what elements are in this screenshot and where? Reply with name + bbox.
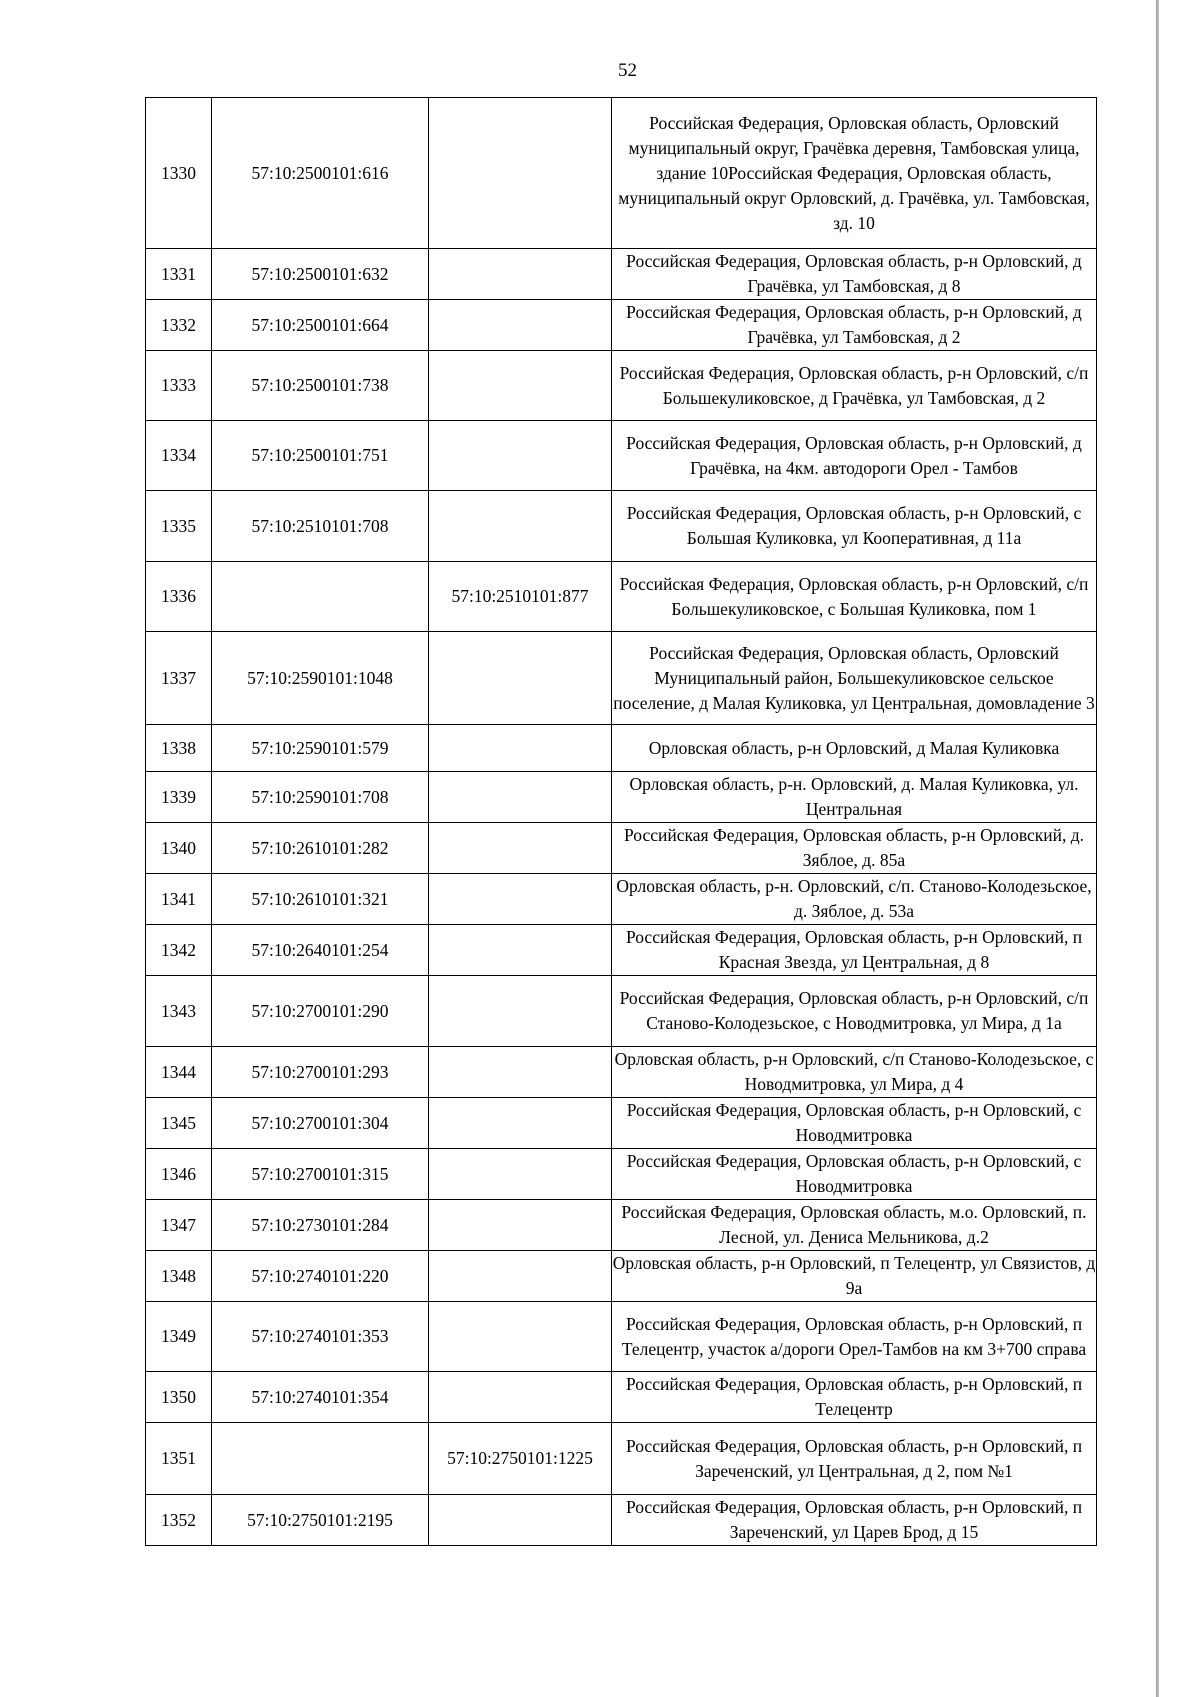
table-row [146,351,1097,421]
cadastral-number-cell: 57:10:2590101:1048 [212,632,429,725]
row-number-cell: 1335 [146,491,212,562]
row-number-cell: 1344 [146,1047,212,1098]
address-cell: Российская Федерация, Орловская область, р-н Орловский, д. Зяблое, д. 85а [612,823,1097,874]
row-number-cell: 1332 [146,300,212,351]
table-body [146,98,1097,1546]
row-number-cell: 1347 [146,1200,212,1251]
cadastral-number-cell: 57:10:2700101:293 [212,1047,429,1098]
building-cadastral-number-cell [429,491,612,562]
row-number-cell: 1352 [146,1495,212,1546]
table-row [146,1098,1097,1149]
address-cell: Российская Федерация, Орловская область, Орловский муниципальный округ, Грачёвка деревня, Тамбовская улица, здание 10Российская Федерация, Орловская область, муниципальный округ Орловский, д. Грачёвка, ул. Тамбовская, зд. 10 [612,98,1097,249]
address-cell: Российская Федерация, Орловская область, р-н Орловский, с/п Большекуликовское, с Большая Куликовка, пом 1 [612,562,1097,632]
table-row [146,1495,1097,1546]
cadastral-number-cell: 57:10:2730101:284 [212,1200,429,1251]
row-number-cell: 1339 [146,772,212,823]
building-cadastral-number-cell [429,1495,612,1546]
row-number-cell: 1340 [146,823,212,874]
cadastral-number-cell: 57:10:2700101:304 [212,1098,429,1149]
cadastral-number-cell: 57:10:2510101:708 [212,491,429,562]
building-cadastral-number-cell [429,1149,612,1200]
table-row [146,1302,1097,1372]
building-cadastral-number-cell [429,1047,612,1098]
row-number-cell: 1337 [146,632,212,725]
building-cadastral-number-cell [429,632,612,725]
address-cell: Российская Федерация, Орловская область, р-н Орловский, д Грачёвка, ул Тамбовская, д 8 [612,249,1097,300]
table-row [146,562,1097,632]
table-row [146,925,1097,976]
table-row [146,1200,1097,1251]
table-row [146,725,1097,772]
row-number-cell: 1348 [146,1251,212,1302]
address-cell: Орловская область, р-н Орловский, д Малая Куликовка [612,725,1097,772]
address-cell: Российская Федерация, Орловская область, м.о. Орловский, п. Лесной, ул. Дениса Мельникова, д.2 [612,1200,1097,1251]
building-cadastral-number-cell [429,925,612,976]
cadastral-number-cell: 57:10:2750101:2195 [212,1495,429,1546]
building-cadastral-number-cell: 57:10:2750101:1225 [429,1423,612,1495]
address-cell: Российская Федерация, Орловская область, р-н Орловский, с Новодмитровка [612,1149,1097,1200]
building-cadastral-number-cell [429,1302,612,1372]
row-number-cell: 1342 [146,925,212,976]
address-cell: Российская Федерация, Орловская область, Орловский Муниципальный район, Большекуликовское сельское поселение, д Малая Куликовка, ул Центральная, домовладение 3 [612,632,1097,725]
cadastral-number-cell: 57:10:2610101:282 [212,823,429,874]
building-cadastral-number-cell [429,823,612,874]
row-number-cell: 1351 [146,1423,212,1495]
row-number-cell: 1346 [146,1149,212,1200]
cadastral-number-cell [212,562,429,632]
address-cell: Орловская область, р-н Орловский, п Телецентр, ул Связистов, д 9а [612,1251,1097,1302]
cadastral-number-cell: 57:10:2700101:315 [212,1149,429,1200]
address-cell: Российская Федерация, Орловская область, р-н Орловский, п Зареченский, ул Царев Брод, д 15 [612,1495,1097,1546]
cadastral-number-cell: 57:10:2500101:738 [212,351,429,421]
table-row [146,632,1097,725]
building-cadastral-number-cell [429,351,612,421]
row-number-cell: 1338 [146,725,212,772]
cadastral-number-cell: 57:10:2500101:664 [212,300,429,351]
row-number-cell: 1331 [146,249,212,300]
table-row [146,300,1097,351]
table-row [146,1149,1097,1200]
page-number: 52 [618,60,637,81]
table-row [146,98,1097,249]
address-cell: Орловская область, р-н. Орловский, с/п. Станово-Колодезьское, д. Зяблое, д. 53а [612,874,1097,925]
table-row [146,249,1097,300]
cadastral-number-cell [212,1423,429,1495]
table-row [146,874,1097,925]
building-cadastral-number-cell [429,1372,612,1423]
table-row [146,976,1097,1047]
address-cell: Российская Федерация, Орловская область, р-н Орловский, п Телецентр [612,1372,1097,1423]
table-row [146,1423,1097,1495]
row-number-cell: 1343 [146,976,212,1047]
building-cadastral-number-cell [429,98,612,249]
row-number-cell: 1330 [146,98,212,249]
row-number-cell: 1349 [146,1302,212,1372]
building-cadastral-number-cell [429,1251,612,1302]
row-number-cell: 1333 [146,351,212,421]
property-register-table [145,97,1097,1546]
cadastral-number-cell: 57:10:2590101:579 [212,725,429,772]
table-row [146,772,1097,823]
building-cadastral-number-cell [429,1200,612,1251]
cadastral-number-cell: 57:10:2590101:708 [212,772,429,823]
cadastral-number-cell: 57:10:2700101:290 [212,976,429,1047]
cadastral-number-cell: 57:10:2500101:616 [212,98,429,249]
address-cell: Российская Федерация, Орловская область, р-н Орловский, с Новодмитровка [612,1098,1097,1149]
table-row [146,491,1097,562]
cadastral-number-cell: 57:10:2640101:254 [212,925,429,976]
cadastral-number-cell: 57:10:2500101:751 [212,421,429,491]
row-number-cell: 1334 [146,421,212,491]
table-row [146,421,1097,491]
cadastral-number-cell: 57:10:2740101:354 [212,1372,429,1423]
cadastral-number-cell: 57:10:2740101:353 [212,1302,429,1372]
address-cell: Российская Федерация, Орловская область, р-н Орловский, п Зареченский, ул Центральная, д 2, пом №1 [612,1423,1097,1495]
cadastral-number-cell: 57:10:2610101:321 [212,874,429,925]
row-number-cell: 1341 [146,874,212,925]
building-cadastral-number-cell [429,300,612,351]
cadastral-number-cell: 57:10:2740101:220 [212,1251,429,1302]
row-number-cell: 1350 [146,1372,212,1423]
building-cadastral-number-cell [429,249,612,300]
address-cell: Российская Федерация, Орловская область, р-н Орловский, с/п Большекуликовское, д Грачёвка, ул Тамбовская, д 2 [612,351,1097,421]
address-cell: Российская Федерация, Орловская область, р-н Орловский, с Большая Куликовка, ул Кооперативная, д 11а [612,491,1097,562]
cadastral-number-cell: 57:10:2500101:632 [212,249,429,300]
row-number-cell: 1336 [146,562,212,632]
table-row [146,1047,1097,1098]
building-cadastral-number-cell [429,874,612,925]
building-cadastral-number-cell [429,976,612,1047]
address-cell: Российская Федерация, Орловская область, р-н Орловский, п Телецентр, участок а/дороги Орел-Тамбов на км 3+700 справа [612,1302,1097,1372]
address-cell: Орловская область, р-н. Орловский, д. Малая Куликовка, ул. Центральная [612,772,1097,823]
address-cell: Российская Федерация, Орловская область, р-н Орловский, д Грачёвка, ул Тамбовская, д 2 [612,300,1097,351]
table-row [146,1372,1097,1423]
building-cadastral-number-cell [429,421,612,491]
building-cadastral-number-cell [429,725,612,772]
address-cell: Российская Федерация, Орловская область, р-н Орловский, п Красная Звезда, ул Центральная, д 8 [612,925,1097,976]
building-cadastral-number-cell [429,772,612,823]
table-row [146,823,1097,874]
building-cadastral-number-cell [429,1098,612,1149]
row-number-cell: 1345 [146,1098,212,1149]
address-cell: Российская Федерация, Орловская область, р-н Орловский, д Грачёвка, на 4км. автодороги Орел - Тамбов [612,421,1097,491]
building-cadastral-number-cell: 57:10:2510101:877 [429,562,612,632]
address-cell: Российская Федерация, Орловская область, р-н Орловский, с/п Станово-Колодезьское, с Новодмитровка, ул Мира, д 1а [612,976,1097,1047]
address-cell: Орловская область, р-н Орловский, с/п Станово-Колодезьское, с Новодмитровка, ул Мира, д 4 [612,1047,1097,1098]
page-edge [1156,0,1159,1697]
table-row [146,1251,1097,1302]
